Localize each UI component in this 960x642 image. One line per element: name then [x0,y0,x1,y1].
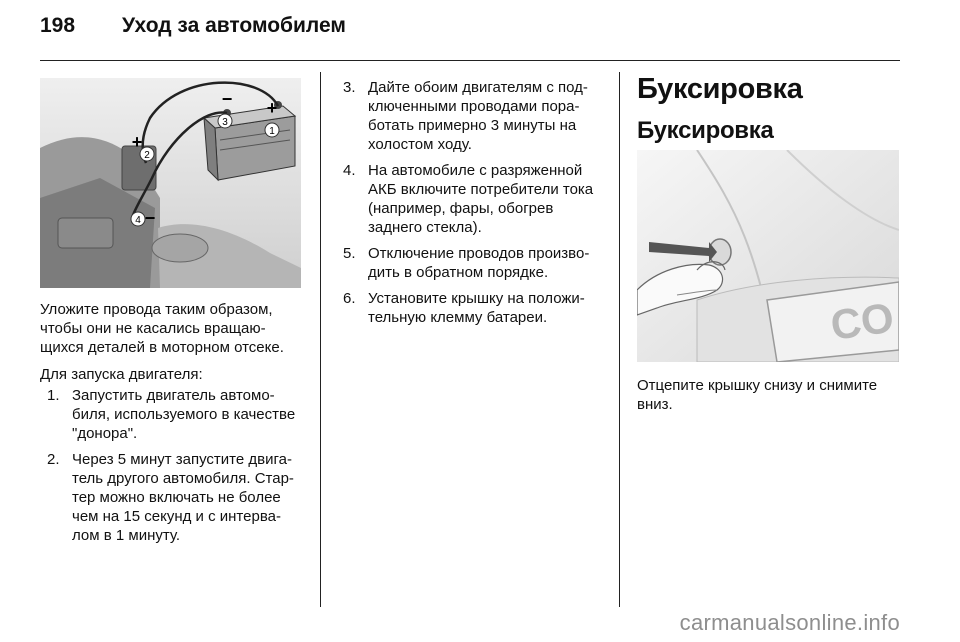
steps-list-2 [343,78,606,327]
lead-paragraph: Для запуска двигателя: [40,366,203,383]
page-title: Уход за автомобилем [122,14,346,37]
steps-list-1 [40,386,305,545]
watermark: carmanualsonline.info [679,610,900,635]
column-2 [343,78,606,334]
callout-2: 2 [144,150,150,161]
list-item: 6. Установите крышку на положи-тельную клемму батареи. [343,290,585,326]
plus-sign-car: + [131,132,143,152]
minus-sign-battery: − [221,89,233,109]
minus-sign-car: − [144,208,156,228]
callout-1: 1 [269,126,275,137]
jump-start-illustration [40,78,301,288]
tow-cover-illustration [637,150,899,362]
column-3-caption [637,376,902,422]
header-rule [40,60,900,61]
section-title: Буксировка [637,73,803,105]
list-item: 1. Запустить двигатель автомо-биля, используемого в качестве "донора". [47,387,296,442]
intro-paragraph: Уложите провода таким образом, чтобы они не касались вращаю-щихся деталей в моторном отсеке. [40,301,284,356]
callout-4: 4 [135,215,141,226]
callout-3: 3 [222,117,228,128]
list-item: 5. Отключение проводов произво-дить в обратном порядке. [343,245,590,281]
page-number: 198 [40,14,76,37]
figure-caption: Отцепите крышку снизу и снимите вниз. [637,377,878,413]
subsection-title: Буксировка [637,117,774,144]
column-1 [40,300,305,552]
plate-text: CO [827,293,897,349]
column-divider-2 [619,72,620,607]
list-item: 3. Дайте обоим двигателям с под-ключенными проводами пора-ботать примерно 3 минуты на холостом ходу. [343,79,588,153]
column-divider-1 [320,72,321,607]
plus-sign-battery: + [266,98,278,118]
page-header [40,14,346,38]
list-item: 4. На автомобиле с разряженной АКБ включите потребители тока (например, фары, обогрев заднего стекла). [343,162,594,236]
list-item: 2. Через 5 минут запустите двига-тель другого автомобиля. Стар-тер можно включать не более чем на 15 секунд и с интерва-лом в 1 минуту. [47,451,294,544]
